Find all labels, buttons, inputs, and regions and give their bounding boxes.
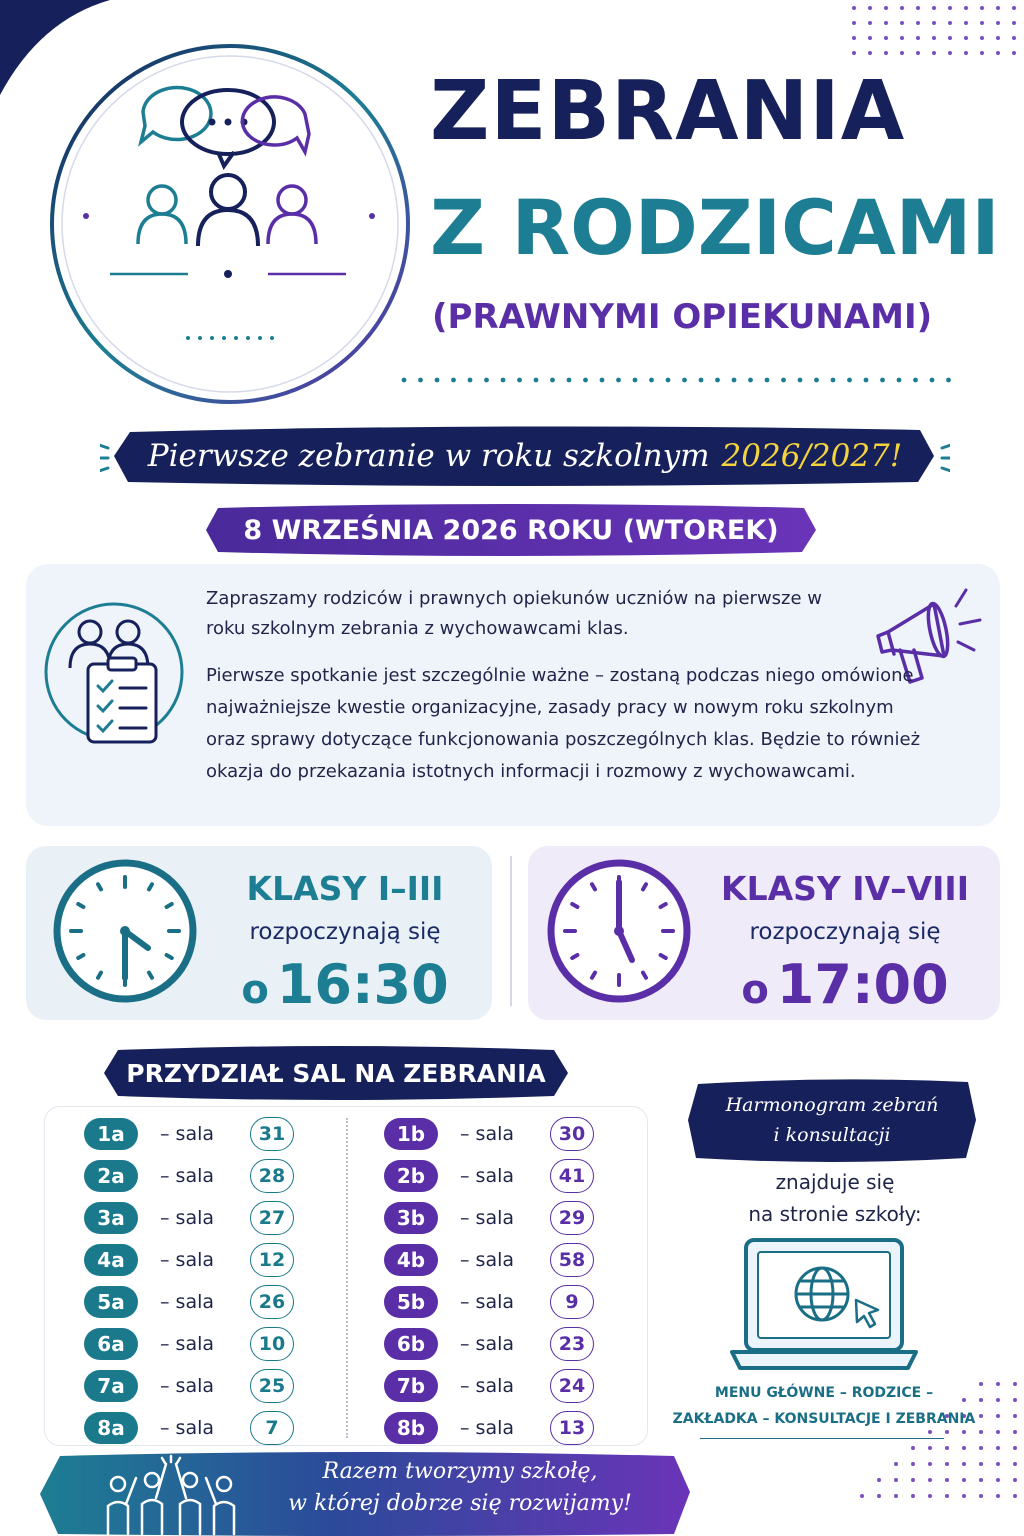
class-badge: 5a bbox=[84, 1286, 138, 1318]
table-row bbox=[84, 1369, 294, 1403]
table-row bbox=[384, 1411, 594, 1445]
class-badge: 1a bbox=[84, 1118, 138, 1150]
table-row bbox=[384, 1285, 594, 1319]
table-row bbox=[384, 1117, 594, 1151]
first-meeting-text: Pierwsze zebranie w roku szkolnym bbox=[147, 438, 710, 474]
schedule-info bbox=[700, 1166, 970, 1230]
class-badge: 4a bbox=[84, 1244, 138, 1276]
table-row bbox=[84, 1411, 294, 1445]
table-row bbox=[84, 1159, 294, 1193]
class-badge: 5b bbox=[384, 1286, 438, 1318]
room-number: 24 bbox=[550, 1369, 594, 1403]
class-badge: 7a bbox=[84, 1370, 138, 1402]
table-row bbox=[384, 1369, 594, 1403]
clock-icon bbox=[50, 856, 200, 1006]
room-separator: – sala bbox=[460, 1333, 515, 1355]
room-number: 10 bbox=[250, 1327, 294, 1361]
footer-slogan-line2: w której dobrze się rozwijamy! bbox=[288, 1491, 632, 1516]
room-separator: – sala bbox=[460, 1123, 515, 1145]
room-number: 9 bbox=[550, 1285, 594, 1319]
room-number: 41 bbox=[550, 1159, 594, 1193]
class-badge: 6a bbox=[84, 1328, 138, 1360]
page-subtitle: Z RODZICAMI bbox=[430, 183, 1000, 272]
time-prefix: o bbox=[741, 967, 769, 1013]
time-prefix: o bbox=[241, 967, 269, 1013]
rooms-title: PRZYDZIAŁ SAL NA ZEBRANIA bbox=[126, 1058, 546, 1088]
clock-icon bbox=[544, 856, 694, 1006]
class-badge: 4b bbox=[384, 1244, 438, 1276]
laptop-globe-icon bbox=[728, 1236, 920, 1372]
room-number: 7 bbox=[250, 1411, 294, 1445]
school-year: 2026/2027! bbox=[721, 438, 903, 474]
footer-slogan bbox=[250, 1456, 670, 1520]
room-separator: – sala bbox=[460, 1375, 515, 1397]
table-row bbox=[84, 1285, 294, 1319]
class-badge: 2b bbox=[384, 1160, 438, 1192]
table-row bbox=[84, 1117, 294, 1151]
classes-4-8-starts: rozpoczynają się bbox=[749, 919, 941, 945]
table-row bbox=[384, 1201, 594, 1235]
high-five-people-icon bbox=[96, 1454, 246, 1536]
classes-4-8-label: KLASY IV–VIII bbox=[721, 869, 969, 908]
page-title: ZEBRANIA bbox=[430, 64, 906, 159]
time-value: 16:30 bbox=[276, 953, 449, 1016]
meeting-date: 8 WRZEŚNIA 2026 ROKU (WTOREK) bbox=[243, 514, 779, 546]
room-number: 25 bbox=[250, 1369, 294, 1403]
table-row bbox=[384, 1159, 594, 1193]
class-badge: 8b bbox=[384, 1412, 438, 1444]
class-badge: 3a bbox=[84, 1202, 138, 1234]
intro-invitation: Zapraszamy rodziców i prawnych opiekunów uczniów na pierwsze w roku szkolnym zebrania z wychowawcami klas. bbox=[206, 588, 823, 639]
room-number: 12 bbox=[250, 1243, 294, 1277]
class-badge: 1b bbox=[384, 1118, 438, 1150]
schedule-banner bbox=[684, 1080, 980, 1160]
table-row bbox=[84, 1327, 294, 1361]
table-row bbox=[384, 1243, 594, 1277]
room-number: 13 bbox=[550, 1411, 594, 1445]
table-row bbox=[384, 1327, 594, 1361]
room-separator: – sala bbox=[160, 1123, 215, 1145]
room-separator: – sala bbox=[160, 1165, 215, 1187]
classes-4-8-time bbox=[690, 950, 1000, 1025]
dots-decoration bbox=[844, 0, 1024, 60]
schedule-info-line1: znajduje się bbox=[775, 1170, 895, 1194]
room-separator: – sala bbox=[460, 1165, 515, 1187]
table-row bbox=[84, 1201, 294, 1235]
time-value: 17:00 bbox=[776, 953, 949, 1016]
room-separator: – sala bbox=[160, 1249, 215, 1271]
class-badge: 8a bbox=[84, 1412, 138, 1444]
room-number: 58 bbox=[550, 1243, 594, 1277]
menu-path-line2: ZAKŁADKA – KONSULTACJE I ZEBRANIA bbox=[672, 1411, 976, 1427]
parents-meeting-icon bbox=[38, 36, 428, 416]
room-separator: – sala bbox=[460, 1291, 515, 1313]
divider bbox=[510, 856, 512, 1006]
table-row bbox=[84, 1243, 294, 1277]
room-number: 29 bbox=[550, 1201, 594, 1235]
classes-1-3-time bbox=[200, 950, 490, 1025]
room-separator: – sala bbox=[160, 1375, 215, 1397]
room-number: 30 bbox=[550, 1117, 594, 1151]
classes-1-3-starts: rozpoczynają się bbox=[249, 919, 441, 945]
room-number: 27 bbox=[250, 1201, 294, 1235]
rooms-divider bbox=[346, 1118, 348, 1438]
page-subtitle-note: (PRAWNYMI OPIEKUNAMI) bbox=[432, 297, 933, 337]
classes-1-3-label: KLASY I–III bbox=[246, 869, 444, 908]
schedule-info-line2: na stronie szkoły: bbox=[748, 1202, 922, 1226]
class-badge: 6b bbox=[384, 1328, 438, 1360]
room-separator: – sala bbox=[160, 1333, 215, 1355]
room-number: 31 bbox=[250, 1117, 294, 1151]
website-menu-path bbox=[656, 1380, 992, 1432]
menu-path-line1: MENU GŁÓWNE – RODZICE – bbox=[714, 1385, 934, 1401]
underline bbox=[700, 1438, 944, 1439]
room-number: 26 bbox=[250, 1285, 294, 1319]
class-badge: 3b bbox=[384, 1202, 438, 1234]
schedule-banner-line2: i konsultacji bbox=[773, 1124, 891, 1146]
schedule-banner-line1: Harmonogram zebrań bbox=[725, 1094, 939, 1116]
room-number: 23 bbox=[550, 1327, 594, 1361]
dots-divider bbox=[400, 374, 960, 386]
footer-slogan-line1: Razem tworzymy szkołę, bbox=[322, 1459, 598, 1484]
room-number: 28 bbox=[250, 1159, 294, 1193]
room-separator: – sala bbox=[460, 1207, 515, 1229]
room-separator: – sala bbox=[460, 1249, 515, 1271]
parents-checklist-icon bbox=[44, 588, 194, 748]
first-meeting-banner bbox=[100, 420, 950, 492]
room-separator: – sala bbox=[160, 1291, 215, 1313]
room-separator: – sala bbox=[160, 1417, 215, 1439]
class-badge: 7b bbox=[384, 1370, 438, 1402]
class-badge: 2a bbox=[84, 1160, 138, 1192]
room-separator: – sala bbox=[460, 1417, 515, 1439]
room-separator: – sala bbox=[160, 1207, 215, 1229]
intro-details: Pierwsze spotkanie jest szczególnie ważne – zostaną podczas niego omówione najważniejsze kwestie organizacyjne, zasady pracy w nowym roku szkolnym oraz sprawy dotyczące funkcjonowania poszczególnych klas. Będzie to również okazja do przekazania istotnych informacji i rozmowy z wychowawcami. bbox=[206, 665, 921, 782]
